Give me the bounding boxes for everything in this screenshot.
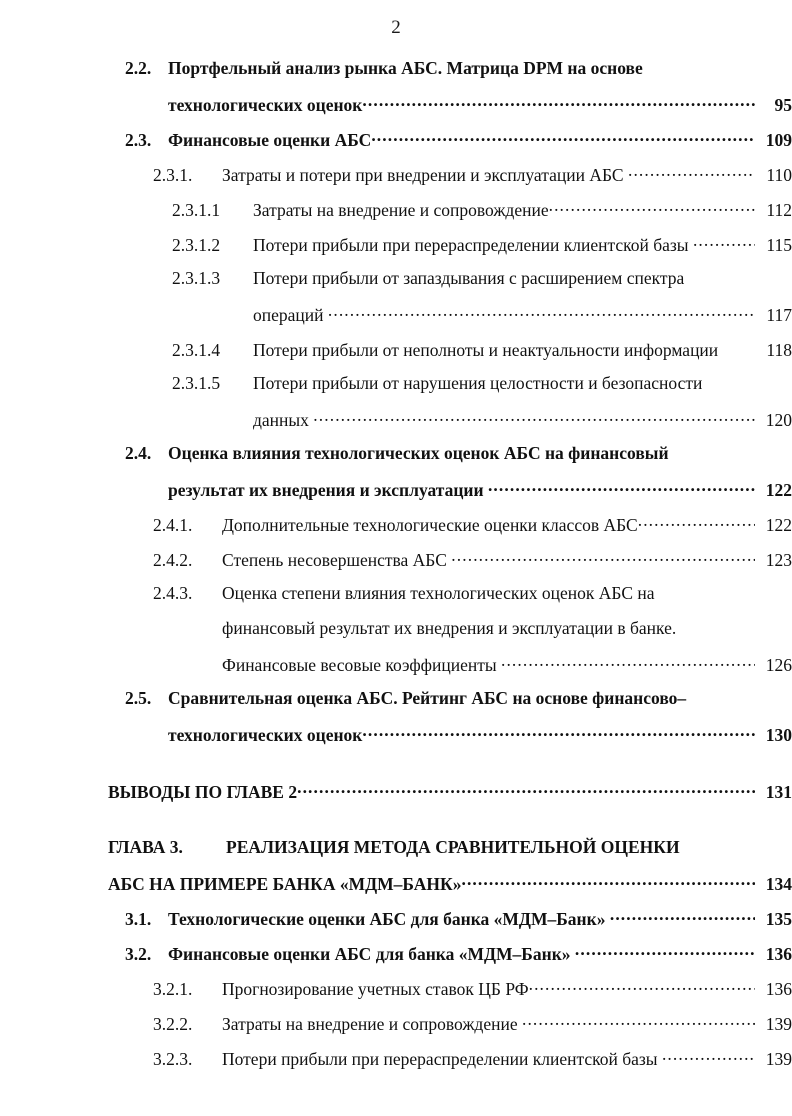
toc-entry-title: Потери прибыли от нарушения целостности и безопасности [253,373,703,393]
toc-entry-continuation [0,723,792,758]
toc-entry[interactable] [0,198,792,233]
toc-entry-number: 2.3.1.1 [172,199,221,220]
toc-entry-number: 3.1. [125,908,152,929]
toc-entry-number: 2.3.1.2 [172,234,221,255]
toc-entry-line [0,1047,792,1082]
toc-page-number: 131 [765,781,792,802]
toc-entry[interactable] [0,837,792,907]
toc-dot-leader [313,408,755,426]
toc-entry[interactable] [0,780,792,815]
toc-entry-title: Потери прибыли от запаздывания с расширением спектра [253,268,685,288]
toc-entry[interactable] [0,688,792,758]
toc-entry-title: ВЫВОДЫ ПО ГЛАВЕ 2 [108,781,298,802]
toc-entry[interactable] [0,163,792,198]
toc-entry[interactable] [0,548,792,583]
toc-entry-number: 2.3. [125,129,152,150]
toc-page-number: 136 [765,943,792,964]
toc-entry-number: 2.2. [125,58,152,78]
toc-entry-line [0,128,792,163]
toc-entry-number: 3.2.3. [153,1048,193,1069]
toc-entry-continuation [0,408,792,443]
toc-entry-number: 2.3.1.5 [172,373,221,393]
toc-entry-title: финансовый результат их внедрения и эксплуатации в банке. [222,618,677,638]
toc-entry-line [0,548,792,583]
toc-entry-number: 2.3.1.4 [172,339,221,360]
toc-entry-title: Затраты на внедрение и сопровождение [222,1013,522,1034]
toc-entry-line [0,58,792,93]
toc-entry-number: 2.3.1. [153,164,193,185]
toc-entry-number: 2.4.3. [153,583,193,603]
toc-entry[interactable] [0,907,792,942]
toc-entry[interactable] [0,233,792,268]
toc-entry-line [0,688,792,723]
toc-page-number: 135 [765,908,792,929]
toc-dot-leader [610,907,755,925]
toc-entry-number: 2.5. [125,688,152,708]
toc-entry-title: Финансовые оценки АБС для банка «МДМ–Банк» [168,943,575,964]
toc-entry-title: Оценка степени влияния технологических оценок АБС на [222,583,655,603]
toc-entry[interactable] [0,443,792,513]
toc-entry[interactable] [0,513,792,548]
toc-entry-line [0,373,792,408]
toc-page-number: 117 [766,304,792,325]
toc-page-number: 120 [765,409,792,430]
toc-page-number: 130 [765,724,792,745]
toc-entry-title: Сравнительная оценка АБС. Рейтинг АБС на основе финансово– [168,688,687,708]
toc-entry-title: Затраты и потери при внедрении и эксплуатации АБС [222,164,628,185]
toc-entry-number: 3.2.1. [153,978,193,999]
toc-entry-title: Дополнительные технологические оценки классов АБС [222,514,638,535]
toc-entry-number: 3.2.2. [153,1013,193,1034]
toc-entry-line [0,780,792,815]
toc-entry[interactable] [0,58,792,128]
toc-dot-leader [549,198,755,216]
toc-page-number: 118 [766,339,792,360]
toc-page-number: 122 [765,479,792,500]
toc-entry[interactable] [0,977,792,1012]
toc-spacer [0,758,792,780]
toc-entry-line [0,583,792,618]
toc-entry-title: Потери прибыли от неполноты и неактуальности информации [253,339,723,360]
toc-dot-leader [371,128,755,146]
toc-entry[interactable] [0,942,792,977]
toc-entry-title: Технологические оценки АБС для банка «МДМ–Банк» [168,908,610,929]
toc-dot-leader [362,723,755,741]
toc-entry-continuation [0,478,792,513]
toc-entry-title: Финансовые весовые коэффициенты [222,654,501,675]
toc-entry[interactable] [0,128,792,163]
toc-entry-number: 3.2. [125,943,152,964]
toc-entry-title: Степень несовершенства АБС [222,549,452,570]
toc-dot-leader [638,513,755,531]
toc-entry-line [0,942,792,977]
toc-dot-leader [662,1047,755,1065]
toc-dot-leader [693,233,755,251]
toc-dot-leader [451,548,755,566]
toc-dot-leader [461,872,755,890]
toc-entry-title: АБС НА ПРИМЕРЕ БАНКА «МДМ–БАНК» [108,873,462,894]
toc-entry-line [0,268,792,303]
toc-dot-leader [328,303,755,321]
toc-entry-number: 2.3.1.3 [172,268,221,288]
toc-dot-leader [628,163,755,181]
toc-dot-leader [575,942,755,960]
toc-entry[interactable] [0,268,792,338]
toc-entry-continuation [0,653,792,688]
toc-page-number: 122 [765,514,792,535]
toc-page-number: 112 [766,199,792,220]
toc-dot-leader [501,653,755,671]
toc-page-number: 139 [765,1013,792,1034]
toc-entry-continuation [0,93,792,128]
toc-entry[interactable] [0,373,792,443]
toc-dot-leader [297,780,755,798]
toc-entry-line [0,163,792,198]
toc-entry-line [0,1012,792,1047]
toc-page-number: 139 [765,1048,792,1069]
toc-entry[interactable] [0,1047,792,1082]
page-number-header: 2 [391,17,401,38]
toc-entry-title: технологических оценок [168,724,363,745]
toc-entry-title: РЕАЛИЗАЦИЯ МЕТОДА СРАВНИТЕЛЬНОЙ ОЦЕНКИ [226,837,680,857]
toc-entry-title: результат их внедрения и эксплуатации [168,479,488,500]
toc-page-number: 115 [766,234,792,255]
toc-dot-leader [522,1012,755,1030]
table-of-contents [0,58,792,1082]
toc-entry-title: Потери прибыли при перераспределении клиентской базы [222,1048,662,1069]
toc-page-number: 95 [774,94,792,115]
toc-entry-title: Потери прибыли при перераспределении клиентской базы [253,234,693,255]
toc-entry-line [0,513,792,548]
toc-spacer [0,815,792,837]
toc-entry-line [0,907,792,942]
toc-entry-title: данных [253,409,314,430]
toc-entry-line [0,977,792,1012]
toc-entry-number: 2.4. [125,443,152,463]
toc-entry-title: Оценка влияния технологических оценок АБС на финансовый [168,443,669,463]
toc-dot-leader [723,338,755,356]
toc-entry-title: Прогнозирование учетных ставок ЦБ РФ [222,978,529,999]
toc-entry-title: технологических оценок [168,94,363,115]
toc-dot-leader [488,478,755,496]
toc-entry[interactable] [0,583,792,688]
toc-entry-number: 2.4.2. [153,549,193,570]
toc-page-number: 134 [765,873,792,894]
toc-entry-continuation [0,303,792,338]
toc-entry-continuation [0,618,792,653]
toc-entry[interactable] [0,338,792,373]
toc-page-number: 136 [765,978,792,999]
toc-page-number: 109 [765,129,792,150]
toc-dot-leader [529,977,755,995]
toc-entry[interactable] [0,1012,792,1047]
toc-entry-line [0,233,792,268]
toc-entry-number: ГЛАВА 3. [108,837,183,857]
toc-entry-title: Портфельный анализ рынка АБС. Матрица DPM на основе [168,58,643,78]
toc-entry-line [0,338,792,373]
toc-entry-number: 2.4.1. [153,514,193,535]
toc-dot-leader [362,93,755,111]
toc-entry-line [0,837,792,872]
toc-entry-continuation [0,872,792,907]
toc-entry-line [0,443,792,478]
toc-page-number: 110 [766,164,792,185]
toc-entry-title: Финансовые оценки АБС [168,129,372,150]
toc-page-number: 123 [765,549,792,570]
toc-entry-title: Затраты на внедрение и сопровождение [253,199,549,220]
toc-entry-title: операций [253,304,328,325]
toc-entry-line [0,198,792,233]
toc-page-number: 126 [765,654,792,675]
